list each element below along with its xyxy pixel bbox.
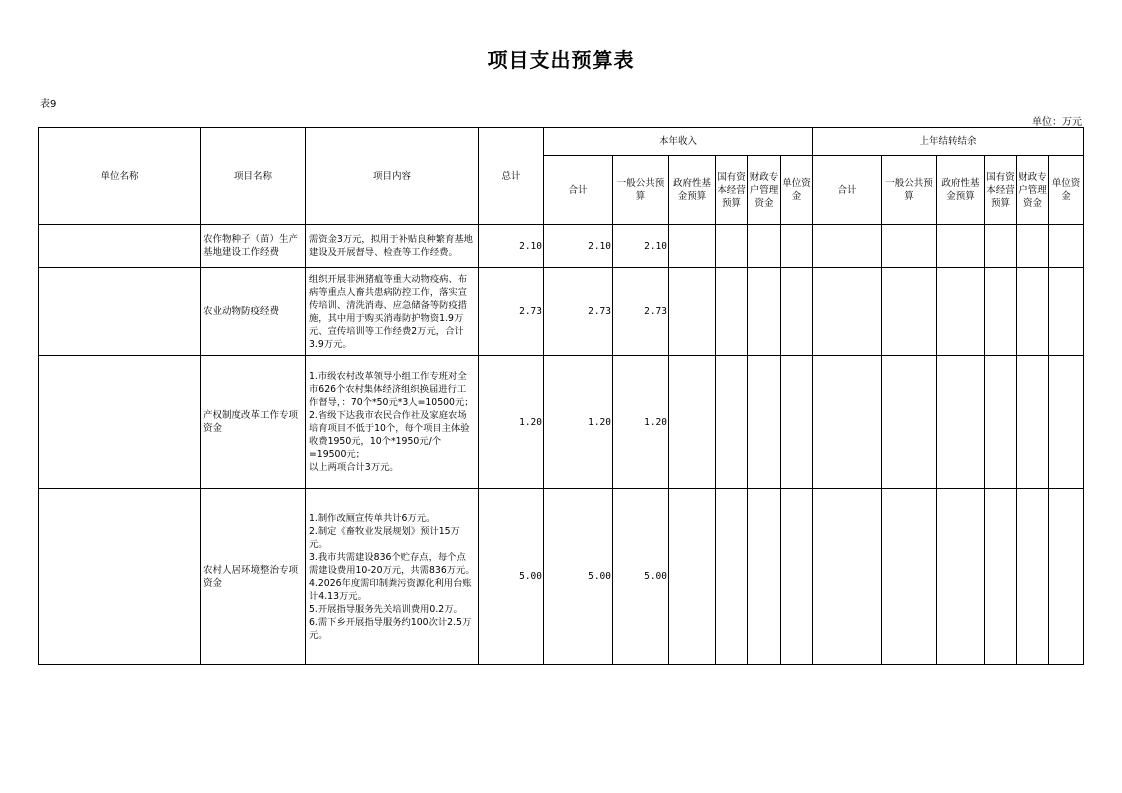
header-prior-general-budget: 一般公共预算 bbox=[882, 156, 937, 225]
project-name-cell[interactable]: 产权制度改革工作专项资金 bbox=[201, 356, 306, 489]
header-total: 总计 bbox=[479, 128, 544, 225]
current-fiscal-special-cell[interactable] bbox=[748, 356, 781, 489]
header-current-year: 本年收入 bbox=[544, 128, 813, 156]
current-subtotal-cell[interactable]: 2.10 bbox=[544, 225, 613, 268]
current-fiscal-special-cell[interactable] bbox=[748, 489, 781, 665]
current-general-budget-cell[interactable]: 1.20 bbox=[613, 356, 669, 489]
prior-state-capital-cell[interactable] bbox=[985, 268, 1017, 356]
project-name-cell[interactable]: 农业动物防疫经费 bbox=[201, 268, 306, 356]
table-row bbox=[39, 489, 1084, 665]
header-prior-state-capital: 国有资本经营预算 bbox=[985, 156, 1017, 225]
prior-unit-funds-cell[interactable] bbox=[1049, 268, 1084, 356]
header-prior-gov-fund: 政府性基金预算 bbox=[937, 156, 985, 225]
unit-label: 单位：万元 bbox=[1032, 117, 1082, 128]
budget-table bbox=[38, 127, 1084, 665]
header-current-fiscal-special: 财政专户管理资金 bbox=[748, 156, 781, 225]
current-unit-funds-cell[interactable] bbox=[781, 268, 813, 356]
header-project-name: 项目名称 bbox=[201, 128, 306, 225]
header-current-subtotal: 合计 bbox=[544, 156, 613, 225]
prior-state-capital-cell[interactable] bbox=[985, 356, 1017, 489]
header-prior-year: 上年结转结余 bbox=[813, 128, 1084, 156]
unit-cell[interactable] bbox=[39, 268, 201, 356]
current-subtotal-cell[interactable]: 2.73 bbox=[544, 268, 613, 356]
prior-gov-fund-cell[interactable] bbox=[937, 225, 985, 268]
current-general-budget-cell[interactable]: 5.00 bbox=[613, 489, 669, 665]
header-prior-subtotal: 合计 bbox=[813, 156, 882, 225]
current-subtotal-cell[interactable]: 5.00 bbox=[544, 489, 613, 665]
unit-cell[interactable] bbox=[39, 356, 201, 489]
prior-general-budget-cell[interactable] bbox=[882, 225, 937, 268]
total-cell[interactable]: 2.10 bbox=[479, 225, 544, 268]
table-number: 表9 bbox=[40, 99, 57, 110]
total-cell[interactable]: 1.20 bbox=[479, 356, 544, 489]
header-current-state-capital: 国有资本经营预算 bbox=[716, 156, 748, 225]
prior-subtotal-cell[interactable] bbox=[813, 489, 882, 665]
current-state-capital-cell[interactable] bbox=[716, 268, 748, 356]
header-current-general-budget: 一般公共预算 bbox=[613, 156, 669, 225]
unit-cell[interactable] bbox=[39, 225, 201, 268]
table-row bbox=[39, 356, 1084, 489]
current-gov-fund-cell[interactable] bbox=[669, 356, 716, 489]
prior-general-budget-cell[interactable] bbox=[882, 356, 937, 489]
prior-gov-fund-cell[interactable] bbox=[937, 356, 985, 489]
project-content-cell[interactable]: 需资金3万元，拟用于补贴良种繁育基地建设及开展督导、检查等工作经费。 bbox=[306, 225, 479, 268]
current-unit-funds-cell[interactable] bbox=[781, 489, 813, 665]
prior-fiscal-special-cell[interactable] bbox=[1017, 268, 1049, 356]
current-gov-fund-cell[interactable] bbox=[669, 268, 716, 356]
prior-gov-fund-cell[interactable] bbox=[937, 268, 985, 356]
total-cell[interactable]: 5.00 bbox=[479, 489, 544, 665]
header-current-gov-fund: 政府性基金预算 bbox=[669, 156, 716, 225]
current-general-budget-cell[interactable]: 2.73 bbox=[613, 268, 669, 356]
current-fiscal-special-cell[interactable] bbox=[748, 225, 781, 268]
table-row bbox=[39, 268, 1084, 356]
header-prior-unit-funds: 单位资金 bbox=[1049, 156, 1084, 225]
current-state-capital-cell[interactable] bbox=[716, 225, 748, 268]
header-row-1 bbox=[39, 128, 1084, 156]
current-unit-funds-cell[interactable] bbox=[781, 356, 813, 489]
current-gov-fund-cell[interactable] bbox=[669, 489, 716, 665]
prior-unit-funds-cell[interactable] bbox=[1049, 356, 1084, 489]
prior-fiscal-special-cell[interactable] bbox=[1017, 489, 1049, 665]
current-subtotal-cell[interactable]: 1.20 bbox=[544, 356, 613, 489]
current-fiscal-special-cell[interactable] bbox=[748, 268, 781, 356]
current-state-capital-cell[interactable] bbox=[716, 489, 748, 665]
prior-general-budget-cell[interactable] bbox=[882, 268, 937, 356]
project-content-cell[interactable]: 组织开展非洲猪瘟等重大动物疫病、布病等重点人畜共患病防控工作，落实宣传培训、清洗消毒、应急储备等防疫措施，其中用于购买消毒防护物资1.9万元、宣传培训等工作经费2万元，合计3.9万元。 bbox=[306, 268, 479, 356]
prior-fiscal-special-cell[interactable] bbox=[1017, 356, 1049, 489]
current-state-capital-cell[interactable] bbox=[716, 356, 748, 489]
unit-cell[interactable] bbox=[39, 489, 201, 665]
prior-subtotal-cell[interactable] bbox=[813, 225, 882, 268]
header-prior-fiscal-special: 财政专户管理资金 bbox=[1017, 156, 1049, 225]
project-name-cell[interactable]: 农作物种子（苗）生产基地建设工作经费 bbox=[201, 225, 306, 268]
prior-fiscal-special-cell[interactable] bbox=[1017, 225, 1049, 268]
project-content-cell[interactable]: 1.制作改厕宣传单共计6万元。 2.制定《畜牧业发展规划》预计15万元。 3.我市共需建设836个贮存点，每个点需建设费用10-20万元，共需836万元。 4.2026年度需印制粪污资源化利用台账计4.13万元。 5.开展指导服务先关培训费用0.2万。 6.需下乡开展指导服务约100次计2.5万元。 bbox=[306, 489, 479, 665]
prior-gov-fund-cell[interactable] bbox=[937, 489, 985, 665]
total-cell[interactable]: 2.73 bbox=[479, 268, 544, 356]
prior-state-capital-cell[interactable] bbox=[985, 489, 1017, 665]
current-general-budget-cell[interactable]: 2.10 bbox=[613, 225, 669, 268]
prior-subtotal-cell[interactable] bbox=[813, 356, 882, 489]
header-current-unit-funds: 单位资金 bbox=[781, 156, 813, 225]
table-row bbox=[39, 225, 1084, 268]
prior-general-budget-cell[interactable] bbox=[882, 489, 937, 665]
page-title: 项目支出预算表 bbox=[487, 48, 635, 72]
header-unit-name: 单位名称 bbox=[39, 128, 201, 225]
prior-unit-funds-cell[interactable] bbox=[1049, 225, 1084, 268]
prior-subtotal-cell[interactable] bbox=[813, 268, 882, 356]
prior-unit-funds-cell[interactable] bbox=[1049, 489, 1084, 665]
prior-state-capital-cell[interactable] bbox=[985, 225, 1017, 268]
project-name-cell[interactable]: 农村人居环境整治专项资金 bbox=[201, 489, 306, 665]
current-gov-fund-cell[interactable] bbox=[669, 225, 716, 268]
header-project-content: 项目内容 bbox=[306, 128, 479, 225]
project-content-cell[interactable]: 1.市级农村改革领导小组工作专班对全市626个农村集体经济组织换届进行工作督导，：70个*50元*3人=10500元； 2.省级下达我市农民合作社及家庭农场培育项目不低于10个，每个项目主体验收费1950元，10个*1950元/个=19500元； 以上两项合计3万元。 bbox=[306, 356, 479, 489]
current-unit-funds-cell[interactable] bbox=[781, 225, 813, 268]
